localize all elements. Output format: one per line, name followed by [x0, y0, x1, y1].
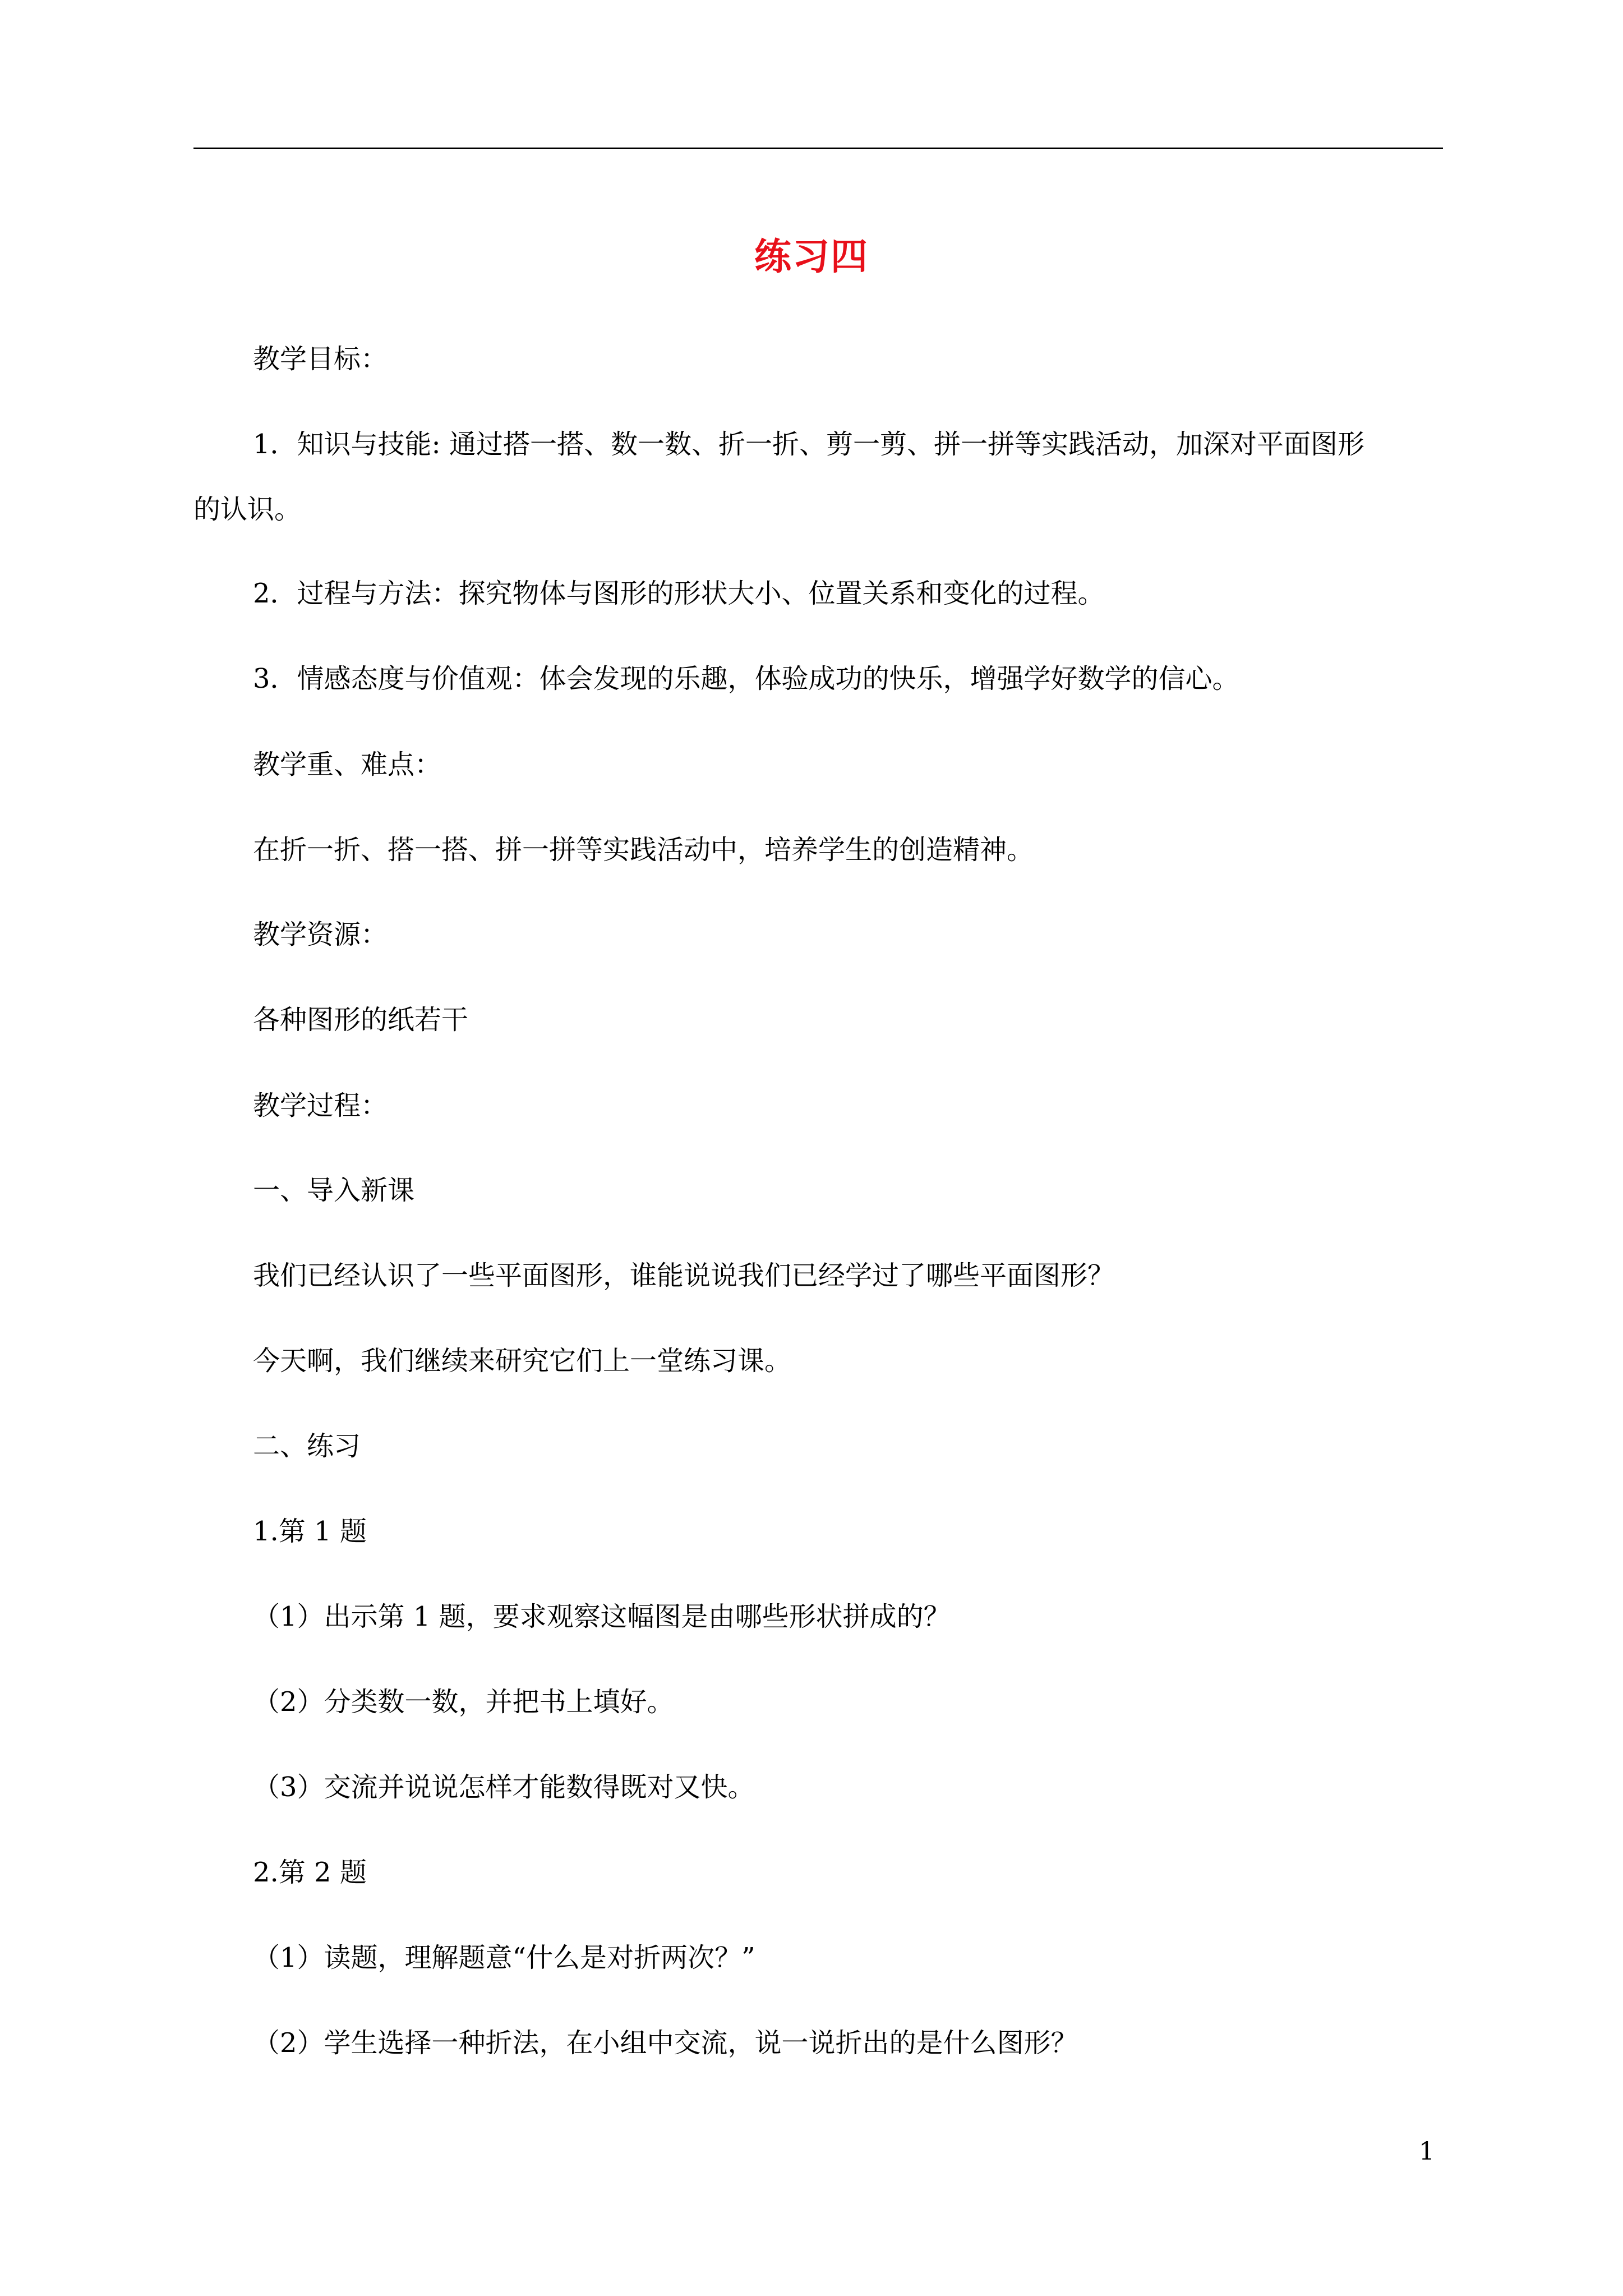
paragraph-key-points: 在折一折、搭一搭、拼一拼等实践活动中，培养学生的创造精神。: [253, 834, 1034, 866]
paragraph-objective-2: 2．过程与方法：探究物体与图形的形状大小、位置关系和变化的过程。: [253, 578, 1105, 609]
paragraph-question-1-step-2: （2）分类数一数，并把书上填好。: [253, 1686, 674, 1718]
paragraph-question-1-heading: 1.第 1 题: [253, 1516, 367, 1547]
paragraph-teaching-objectives-heading: 教学目标：: [253, 343, 388, 375]
paragraph-question-2-heading: 2.第 2 题: [253, 1857, 367, 1888]
paragraph-question-1-step-1: （1）出示第 1 题，要求观察这幅图是由哪些形状拼成的？: [253, 1601, 951, 1632]
document-title: 练习四: [754, 234, 869, 278]
paragraph-question-2-step-2: （2）学生选择一种折法，在小组中交流，说一说折出的是什么图形？: [253, 2027, 1078, 2059]
header-rule: [193, 148, 1443, 149]
paragraph-section-1-heading: 一、导入新课: [253, 1175, 415, 1206]
paragraph-objective-3: 3．情感态度与价值观：体会发现的乐趣，体验成功的快乐，增强学好数学的信心。: [253, 663, 1239, 694]
paragraph-process-heading: 教学过程：: [253, 1090, 388, 1121]
paragraph-objective-1: 1．知识与技能: 通过搭一搭、数一数、折一折、剪一剪、拼一拼等实践活动，加深对平面图形: [253, 429, 1364, 460]
page-number: 1: [1419, 2137, 1435, 2166]
paragraph-objective-1-continued: 的认识。: [193, 494, 302, 525]
paragraph-question-2-step-1: （1）读题，理解题意“什么是对折两次？”: [253, 1942, 755, 1973]
paragraph-introduction-question: 我们已经认识了一些平面图形，谁能说说我们已经学过了哪些平面图形？: [253, 1260, 1115, 1291]
paragraph-resources: 各种图形的纸若干: [253, 1004, 469, 1036]
paragraph-section-2-heading: 二、练习: [253, 1430, 361, 1462]
paragraph-introduction-today: 今天啊，我们继续来研究它们上一堂练习课。: [253, 1345, 792, 1377]
paragraph-question-1-step-3: （3）交流并说说怎样才能数得既对又快。: [253, 1772, 755, 1803]
paragraph-key-points-heading: 教学重、难点：: [253, 749, 442, 780]
paragraph-resources-heading: 教学资源：: [253, 919, 388, 950]
